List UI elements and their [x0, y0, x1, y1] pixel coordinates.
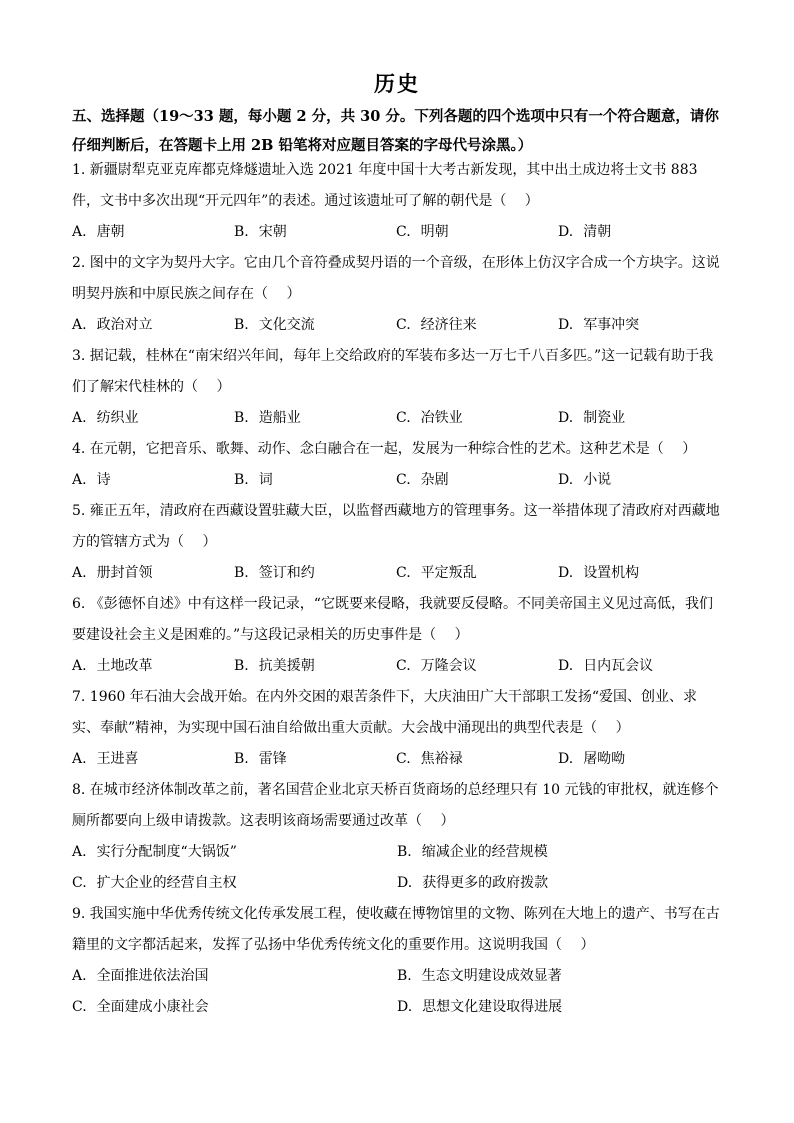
question-1: [72, 155, 722, 248]
section-header: 五、选择题（19～33 题，每小题 2 分，共 30 分。下列各题的四个选项中只有一个符合题意，请你仔细判断后，在答题卡上用 2B 铅笔将对应题目答案的字母代号涂黑。）: [72, 108, 719, 154]
option-a: [72, 310, 234, 341]
option-letter: B.: [234, 410, 249, 426]
option-letter: A.: [72, 844, 87, 860]
option-letter: D.: [558, 317, 574, 333]
option-text: 获得更多的政府拨款: [422, 875, 549, 891]
question-6: [72, 589, 722, 682]
option-a: [72, 558, 234, 589]
option-text: 平定叛乱: [420, 565, 477, 581]
question-8: [72, 775, 722, 899]
option-letter: A.: [72, 968, 87, 984]
option-text: 万隆会议: [420, 658, 477, 674]
option-row: [72, 651, 722, 682]
option-text: 土地改革: [96, 658, 153, 674]
option-row: [72, 558, 722, 589]
option-row: [72, 744, 722, 775]
option-text: 日内瓦会议: [583, 658, 654, 674]
option-d: [558, 310, 720, 341]
option-text: 实行分配制度“大锅饭”: [96, 844, 237, 860]
option-c: [396, 465, 558, 496]
option-letter: D.: [558, 658, 574, 674]
option-b: [234, 465, 396, 496]
option-letter: B.: [234, 472, 249, 488]
option-text: 屠呦呦: [583, 751, 626, 767]
option-row: [72, 403, 722, 434]
option-letter: B.: [234, 317, 249, 333]
option-b: [397, 961, 722, 992]
option-text: 生态文明建设成效显著: [421, 968, 562, 984]
option-letter: C.: [72, 875, 87, 891]
question-stem: 2. 图中的文字为契丹大字。它由几个音符叠成契丹语的一个音级，在形体上仿汉字合成一个方块字。这说明契丹族和中原民族之间存在（ ）: [72, 255, 720, 302]
option-c: [396, 403, 558, 434]
option-text: 唐朝: [96, 224, 125, 240]
question-3: [72, 341, 722, 434]
option-c: [396, 744, 558, 775]
option-letter: D.: [558, 751, 574, 767]
option-text: 缩减企业的经营规模: [421, 844, 548, 860]
page-title: 历史: [374, 71, 420, 96]
option-b: [234, 310, 396, 341]
option-letter: C.: [396, 565, 411, 581]
option-a: [72, 837, 397, 868]
option-text: 设置机构: [583, 565, 640, 581]
option-text: 明朝: [420, 224, 449, 240]
option-letter: A.: [72, 751, 87, 767]
option-letter: B.: [234, 658, 249, 674]
option-text: 签订和约: [258, 565, 315, 581]
option-letter: A.: [72, 224, 87, 240]
option-letter: A.: [72, 565, 87, 581]
question-stem: 6. 《彭德怀自述》中有这样一段记录，“它既要来侵略，我就要反侵略。不同美帝国主义见过高低，我们要建设社会主义是困难的。”与这段记录相关的历史事件是（ ）: [72, 596, 713, 643]
option-d: [558, 558, 720, 589]
option-text: 宋朝: [258, 224, 287, 240]
option-b: [234, 744, 396, 775]
option-letter: C.: [396, 472, 411, 488]
option-text: 经济往来: [420, 317, 477, 333]
option-grid: [72, 961, 722, 1023]
question-9: [72, 899, 722, 1023]
option-a: [72, 651, 234, 682]
option-letter: B.: [234, 565, 249, 581]
option-d: [558, 465, 720, 496]
option-text: 军事冲突: [583, 317, 640, 333]
question-7: [72, 682, 722, 775]
option-a: [72, 744, 234, 775]
option-letter: A.: [72, 658, 87, 674]
question-stem: 1. 新疆尉犁克亚克库都克烽燧遗址入选 2021 年度中国十大考古新发现，其中出土成边将士文书 883 件，文书中多次出现“开元四年”的表述。通过该遗址可了解的朝代是（ ）: [72, 162, 698, 209]
option-letter: D.: [397, 999, 413, 1015]
question-stem: 9. 我国实施中华优秀传统文化传承发展工程，使收藏在博物馆里的文物、陈列在大地上的遗产、书写在古籍里的文字都活起来，发挥了弘扬中华优秀传统文化的重要作用。这说明我国（ ）: [72, 906, 720, 953]
option-d: [558, 217, 720, 248]
option-b: [234, 217, 396, 248]
option-text: 焦裕禄: [420, 751, 463, 767]
question-stem: 3. 据记载，桂林在“南宋绍兴年间，每年上交给政府的军装布多达一万七千八百多匹。”这一记载有助于我们了解宋代桂林的（ ）: [72, 348, 714, 395]
option-letter: C.: [396, 410, 411, 426]
option-text: 文化交流: [258, 317, 315, 333]
option-text: 雷锋: [258, 751, 287, 767]
option-b: [397, 837, 722, 868]
option-text: 政治对立: [96, 317, 153, 333]
option-letter: A.: [72, 317, 87, 333]
option-letter: D.: [397, 875, 413, 891]
option-text: 冶铁业: [420, 410, 463, 426]
question-4: [72, 434, 722, 496]
option-d: [558, 651, 720, 682]
option-letter: C.: [396, 751, 411, 767]
option-text: 全面推进依法治国: [96, 968, 209, 984]
option-letter: B.: [397, 968, 412, 984]
option-text: 扩大企业的经营自主权: [96, 875, 237, 891]
question-2: [72, 248, 722, 341]
question-5: [72, 496, 722, 589]
option-c: [396, 558, 558, 589]
option-d: [558, 744, 720, 775]
option-text: 造船业: [258, 410, 301, 426]
question-list: [72, 155, 722, 1023]
option-letter: C.: [396, 658, 411, 674]
option-text: 抗美援朝: [258, 658, 315, 674]
option-b: [234, 558, 396, 589]
option-letter: B.: [234, 224, 249, 240]
option-letter: D.: [558, 472, 574, 488]
option-letter: A.: [72, 472, 87, 488]
option-d: [558, 403, 720, 434]
option-text: 词: [258, 472, 273, 488]
option-c: [72, 868, 397, 899]
question-stem: 8. 在城市经济体制改革之前，著名国营企业北京天桥百货商场的总经理只有 10 元钱的审批权，就连修个厕所都要向上级申请拨款。这表明该商场需要通过改革（ ）: [72, 782, 719, 829]
option-text: 小说: [583, 472, 612, 488]
option-text: 纺织业: [96, 410, 139, 426]
option-text: 杂剧: [420, 472, 449, 488]
option-row: [72, 310, 722, 341]
option-a: [72, 961, 397, 992]
question-stem: 5. 雍正五年，清政府在西藏设置驻藏大臣，以监督西藏地方的管理事务。这一举措体现了清政府对西藏地方的管辖方式为（ ）: [72, 503, 720, 550]
option-letter: B.: [397, 844, 412, 860]
option-c: [72, 992, 397, 1023]
option-c: [396, 310, 558, 341]
option-text: 制瓷业: [583, 410, 626, 426]
option-text: 王进喜: [96, 751, 139, 767]
option-text: 全面建成小康社会: [96, 999, 209, 1015]
option-grid: [72, 837, 722, 899]
option-a: [72, 465, 234, 496]
question-stem: 7. 1960 年石油大会战开始。在内外交困的艰苦条件下，大庆油田广大干部职工发扬“爱国、创业、求实、奉献”精神，为实现中国石油自给做出重大贡献。大会战中涌现出的典型代表是（ ）: [72, 689, 698, 736]
option-row: [72, 465, 722, 496]
option-d: [397, 868, 722, 899]
option-b: [234, 651, 396, 682]
option-a: [72, 403, 234, 434]
option-c: [396, 217, 558, 248]
option-text: 诗: [96, 472, 111, 488]
option-text: 册封首领: [96, 565, 153, 581]
option-letter: A.: [72, 410, 87, 426]
option-letter: D.: [558, 224, 574, 240]
option-letter: D.: [558, 565, 574, 581]
option-b: [234, 403, 396, 434]
option-text: 清朝: [583, 224, 612, 240]
option-letter: C.: [72, 999, 87, 1015]
option-a: [72, 217, 234, 248]
option-text: 思想文化建设取得进展: [422, 999, 563, 1015]
option-letter: C.: [396, 317, 411, 333]
option-letter: B.: [234, 751, 249, 767]
option-row: [72, 217, 722, 248]
question-stem: 4. 在元朝，它把音乐、歌舞、动作、念白融合在一起，发展为一种综合性的艺术。这种艺术是（ ）: [72, 441, 697, 457]
option-letter: D.: [558, 410, 574, 426]
option-letter: C.: [396, 224, 411, 240]
option-d: [397, 992, 722, 1023]
option-c: [396, 651, 558, 682]
